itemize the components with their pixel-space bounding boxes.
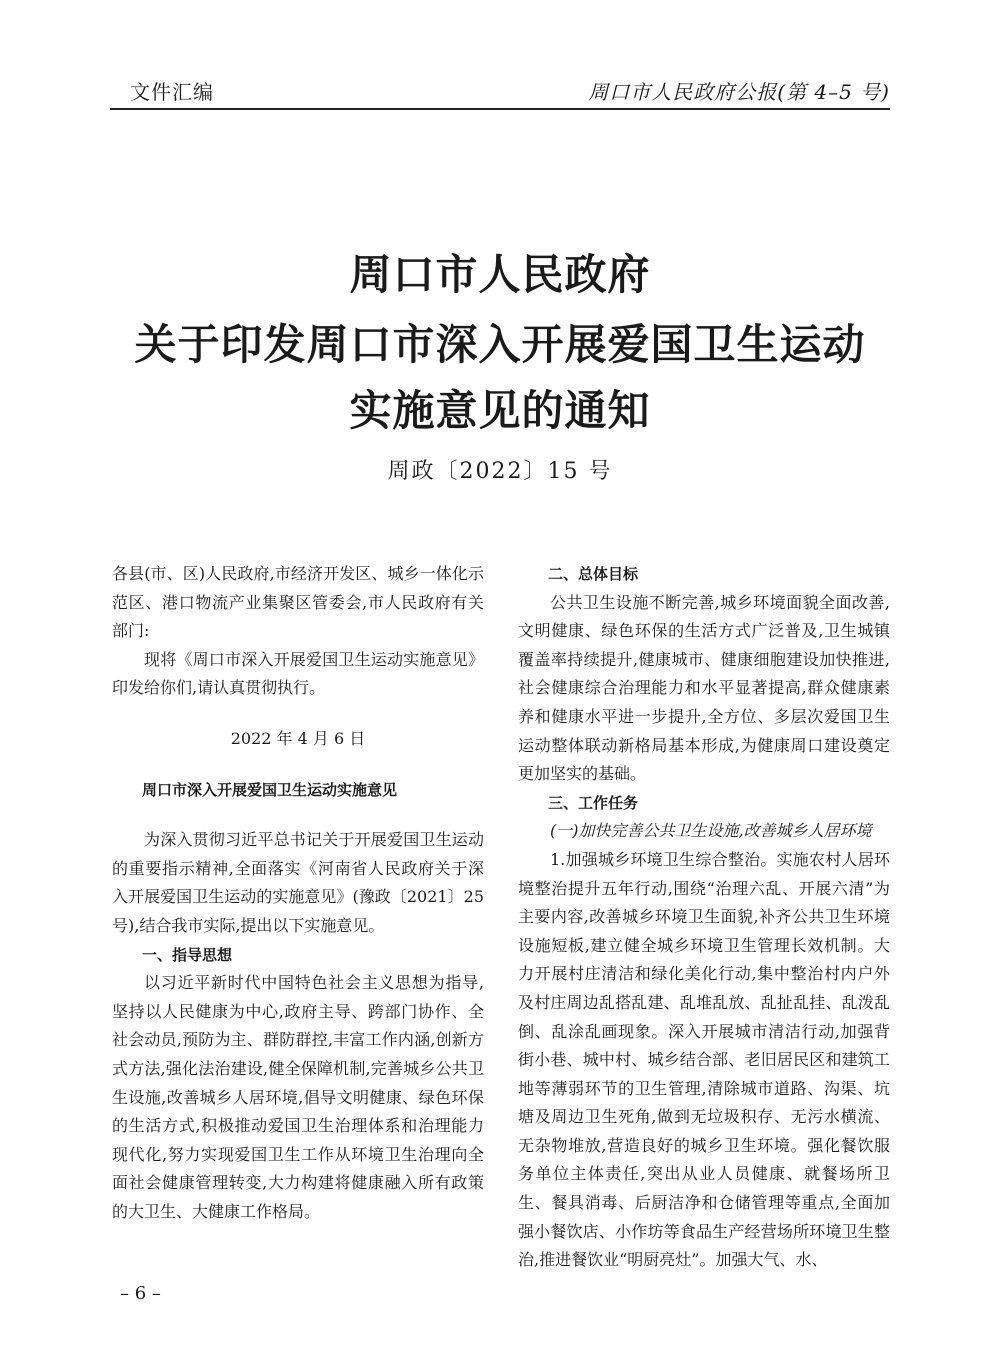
document-title-line-3: 实施意见的通知 xyxy=(349,386,651,435)
preamble-paragraph: 为深入贯彻习近平总书记关于开展爱国卫生运动的重要指示精神,全面落实《河南省人民政府关于深入开展爱国卫生运动的实施意见》(豫政〔2021〕25 号),结合我市实际,提出以下实施意见。 xyxy=(112,830,484,935)
header-divider xyxy=(110,108,890,110)
overall-goal-paragraph: 公共卫生设施不断完善,城乡环境面貌全面改善,文明健康、绿色环保的生活方式广泛普及,卫生城镇覆盖率持续提升,健康城市、健康细胞建设加快推进,社会健康综合治理能力和水平显著提高,群众健康素养和健康水平进一步提升,全方位、多层次爱国卫生运动整体联动新格局基本形成,为健康周口建设奠定更加坚实的基础。 xyxy=(518,592,890,784)
attachment-title: 周口市深入开展爱国卫生运动实施意见 xyxy=(142,780,398,799)
spacer xyxy=(112,703,484,725)
document-title-line-2: 关于印发周口市深入开展爱国卫生运动 xyxy=(134,320,866,369)
section-heading-3: 三、工作任务 xyxy=(548,793,639,812)
page-number: – 6 – xyxy=(120,1283,161,1304)
journal-title: 周口市人民政府公报(第 4–5 号) xyxy=(588,80,890,104)
right-column xyxy=(518,560,890,1275)
spacer xyxy=(112,754,484,776)
task-1-paragraph: 1.加强城乡环境卫生综合整治。实施农村人居环境整治提升五年行动,围绕“治理六乱、开展六清”为主要内容,改善城乡环境卫生面貌,补齐公共卫生环境设施短板,建立健全城乡环境卫生管理长效机制。大力开展村庄清洁和绿化美化行动,集中整治村内户外及村庄周边乱搭乱建、乱堆乱放、乱扯乱挂、乱泼乱倒、乱涂乱画现象。深入开展城市清洁行动,加强背街小巷、城中村、城乡结合部、老旧居民区和建筑工地等薄弱环节的卫生管理,清除城市道路、沟渠、坑塘及周边卫生死角,做到无垃圾积存、无污水横流、无杂物堆放,营造良好的城乡卫生环境。强化餐饮服务单位主体责任,突出从业人员健康、就餐场所卫生、餐具消毒、后厨洁净和仓储管理等重点,全面加强小餐饮店、小作坊等食品生产经营场所环境卫生整治,推进餐饮业“明厨亮灶”。加强大气、水、 xyxy=(518,849,890,1270)
document-number: 周政〔2022〕15 号 xyxy=(387,459,613,484)
subsection-heading-1: (一)加快完善公共卫生设施,改善城乡人居环境 xyxy=(550,821,872,841)
document-title-line-1: 周口市人民政府 xyxy=(349,250,651,299)
section-heading-1: 一、指导思想 xyxy=(142,945,233,964)
section-label: 文件汇编 xyxy=(130,80,214,104)
intro-paragraph: 现将《周口市深入开展爱国卫生运动实施意见》印发给你们,请认真贯彻执行。 xyxy=(112,649,484,698)
section-heading-2: 二、总体目标 xyxy=(548,565,639,583)
left-column xyxy=(112,560,484,1226)
spacer xyxy=(112,804,484,826)
issue-date: 2022 年 4 月 6 日 xyxy=(230,728,366,748)
addressee: 各县(市、区)人民政府,市经济开发区、城乡一体化示范区、港口物流产业集聚区管委会,市人民政府有关部门: xyxy=(112,564,484,641)
guiding-ideology-paragraph: 以习近平新时代中国特色社会主义思想为指导,坚持以人民健康为中心,政府主导、跨部门协作、全社会动员,预防为主、群防群控,丰富工作内涵,创新方式方法,强化法治建设,健全保障机制,完善城乡公共卫生设施,改善城乡人居环境,倡导文明健康、绿色环保的生活方式,积极推动爱国卫生治理体系和治理能力现代化,努力实现爱国卫生工作从环境卫生治理向全面社会健康管理转变,大力构建将健康融入所有政策的大卫生、大健康工作格局。 xyxy=(112,973,484,1221)
